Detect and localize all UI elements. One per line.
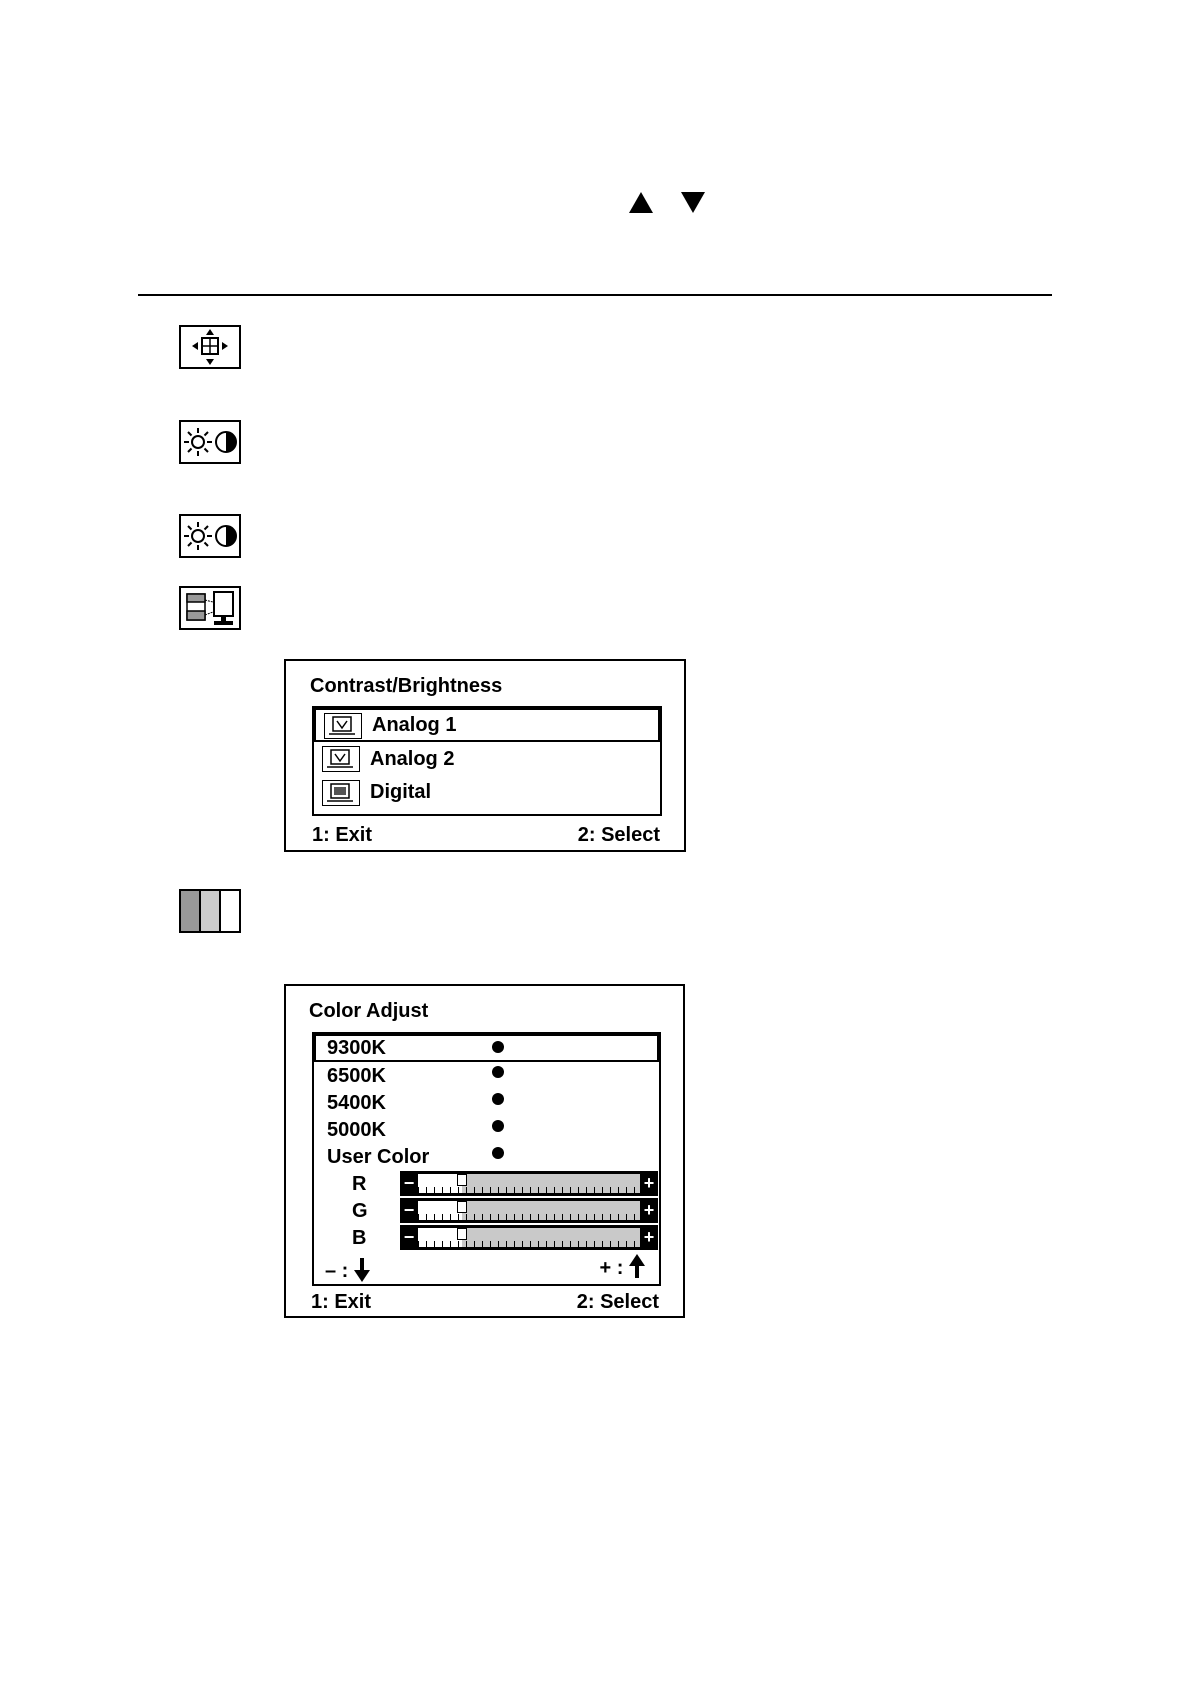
section-divider (138, 294, 1052, 296)
contrast-brightness-osd (284, 659, 686, 852)
red-slider[interactable] (400, 1171, 658, 1196)
slider-row-r (314, 1170, 659, 1197)
plus-icon[interactable]: + (643, 1227, 655, 1247)
list-item-5000k[interactable] (314, 1116, 659, 1143)
decrease-label: – : (325, 1260, 349, 1282)
list-item-user-color[interactable] (314, 1143, 659, 1170)
minus-icon[interactable]: − (403, 1173, 415, 1193)
minus-icon[interactable]: − (403, 1200, 415, 1220)
minus-icon[interactable]: − (403, 1227, 415, 1247)
osd-title: Contrast/Brightness (310, 675, 503, 697)
analog-monitor-icon (322, 746, 360, 772)
slider-row-b (314, 1224, 659, 1251)
slider-knob[interactable] (457, 1174, 467, 1186)
list-item-5400k[interactable] (314, 1089, 659, 1116)
slider-row-g (314, 1197, 659, 1224)
radio-dot (492, 1066, 504, 1078)
list-item-analog-1[interactable] (314, 708, 660, 742)
slider-knob[interactable] (457, 1201, 467, 1213)
select-hint: 2: Select (576, 1291, 659, 1313)
slider-label: R (352, 1173, 367, 1195)
digital-monitor-icon (322, 780, 360, 806)
radio-dot (492, 1120, 504, 1132)
preset-label: 5400K (327, 1092, 386, 1114)
preset-label: 5000K (327, 1119, 386, 1141)
arrow-down-icon (354, 1258, 370, 1282)
preset-label: 6500K (327, 1065, 386, 1087)
list-item-digital[interactable] (314, 776, 660, 810)
slider-knob[interactable] (457, 1228, 467, 1240)
exit-hint: 1: Exit (311, 1291, 372, 1313)
slider-label: B (352, 1227, 367, 1249)
exit-hint: 1: Exit (312, 824, 373, 846)
list-item-6500k[interactable] (314, 1062, 659, 1089)
increase-hint (600, 1254, 645, 1280)
triangle-up-icon (629, 192, 653, 213)
green-slider[interactable] (400, 1198, 658, 1223)
triangle-down-icon (681, 192, 705, 213)
list-item-label: Analog 1 (372, 714, 457, 736)
radio-dot (492, 1147, 504, 1159)
color-adjust-osd (284, 984, 685, 1318)
slider-label: G (352, 1200, 368, 1222)
radio-dot (492, 1041, 504, 1053)
brightness-contrast-icon (179, 514, 241, 558)
increase-label: + : (599, 1257, 624, 1279)
list-item-label: Digital (370, 781, 432, 803)
input-list (312, 706, 662, 816)
osd-title: Color Adjust (309, 1000, 429, 1022)
select-hint: 2: Select (577, 824, 660, 846)
blue-slider[interactable] (400, 1225, 658, 1250)
position-icon (179, 325, 241, 369)
decrease-hint (325, 1258, 370, 1283)
input-select-icon (179, 586, 241, 630)
list-item-label: Analog 2 (370, 748, 455, 770)
arrow-up-icon (629, 1254, 645, 1278)
plus-icon[interactable]: + (643, 1200, 655, 1220)
list-item-analog-2[interactable] (314, 742, 660, 776)
brightness-contrast-icon (179, 420, 241, 464)
analog-monitor-icon (324, 713, 362, 739)
list-item-9300k[interactable] (314, 1034, 659, 1062)
preset-label: 9300K (327, 1037, 386, 1059)
color-list (312, 1032, 661, 1286)
radio-dot (492, 1093, 504, 1105)
plus-icon[interactable]: + (643, 1173, 655, 1193)
preset-label: User Color (327, 1146, 430, 1168)
color-adjust-icon (179, 889, 241, 933)
